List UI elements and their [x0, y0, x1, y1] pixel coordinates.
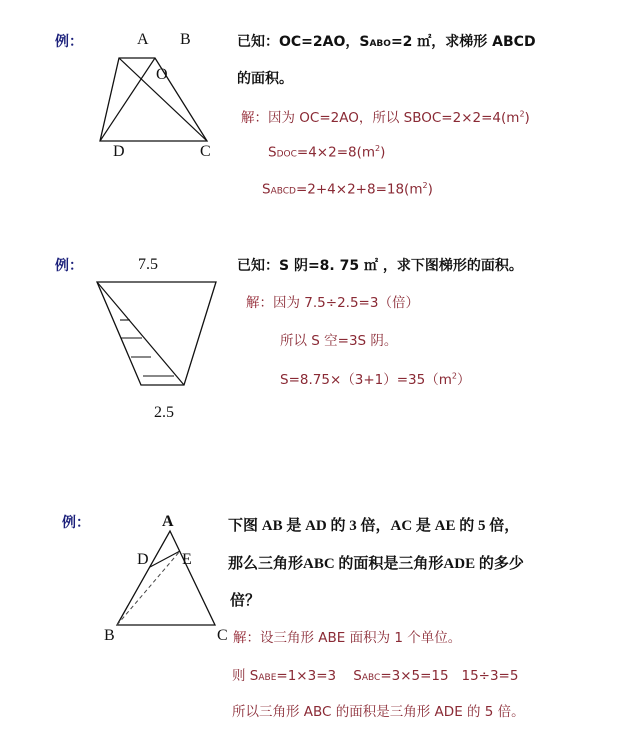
example-1-question-line-2: 的面积。 — [237, 71, 293, 87]
example-1-solution-line-1: 解：因为 OC=2AO，所以 $SBOC=2\times 2=4(m^2)$ — [241, 109, 530, 126]
point-b-label: B — [104, 627, 115, 644]
point-a-label: A — [162, 513, 174, 530]
example-1-solution-line-2: $SDOC=4\times 2=8(m^2)$ — [268, 144, 386, 161]
example-3-question-line-1: 下图 AB 是 AD 的 3 倍，AC 是 AE 的 5 倍， — [228, 518, 520, 534]
example-3-solution-line-2: 则 SABE=1×3=3 SABC=3×5=15 15÷3=5 — [232, 668, 519, 684]
example-2-label: 例： — [55, 258, 83, 274]
example-1-question-line-1: 已知：OC=2AO，SABO=2 ㎡，求梯形 ABCD — [237, 34, 536, 50]
bottom-length-label: 2.5 — [154, 404, 174, 421]
example-3-label: 例： — [62, 515, 90, 531]
top-length-label: 7.5 — [138, 256, 158, 273]
example-1-solution-line-3: $SABCD=2+4\times 2+8=18(m^2)$ — [262, 181, 433, 198]
example-2-question: 已知：S 阴=8. 75 ㎡ ，求下图梯形的面积。 — [237, 258, 523, 274]
point-c-label: C — [217, 627, 228, 644]
point-o-label: O — [156, 66, 168, 83]
example-2-solution-line-1: 解：因为 7.5÷2.5=3（倍） — [246, 295, 419, 311]
example-3-question-line-2: 那么三角形ABC 的面积是三角形ADE 的多少 — [228, 556, 524, 572]
example-1-label: 例： — [55, 34, 83, 50]
example-2-solution-line-2: 所以 S 空=3S 阴。 — [280, 333, 398, 349]
example-3-solution-line-1: 解：设三角形 ABE 面积为 1 个单位。 — [233, 630, 462, 646]
point-e-label: E — [182, 551, 192, 568]
example-3-question-line-3: 倍？ — [230, 593, 261, 609]
point-d-label: D — [137, 551, 149, 568]
point-a-label: A — [137, 31, 149, 48]
example-3-solution-line-3: 所以三角形 ABC 的面积是三角形 ADE 的 5 倍。 — [232, 704, 525, 720]
point-b-label: B — [180, 31, 191, 48]
example-2-solution-line-3: $S=8.75\times(3+1)=35(m^2)$ — [280, 371, 471, 388]
point-d-label: D — [113, 143, 125, 160]
point-c-label: C — [200, 143, 211, 160]
